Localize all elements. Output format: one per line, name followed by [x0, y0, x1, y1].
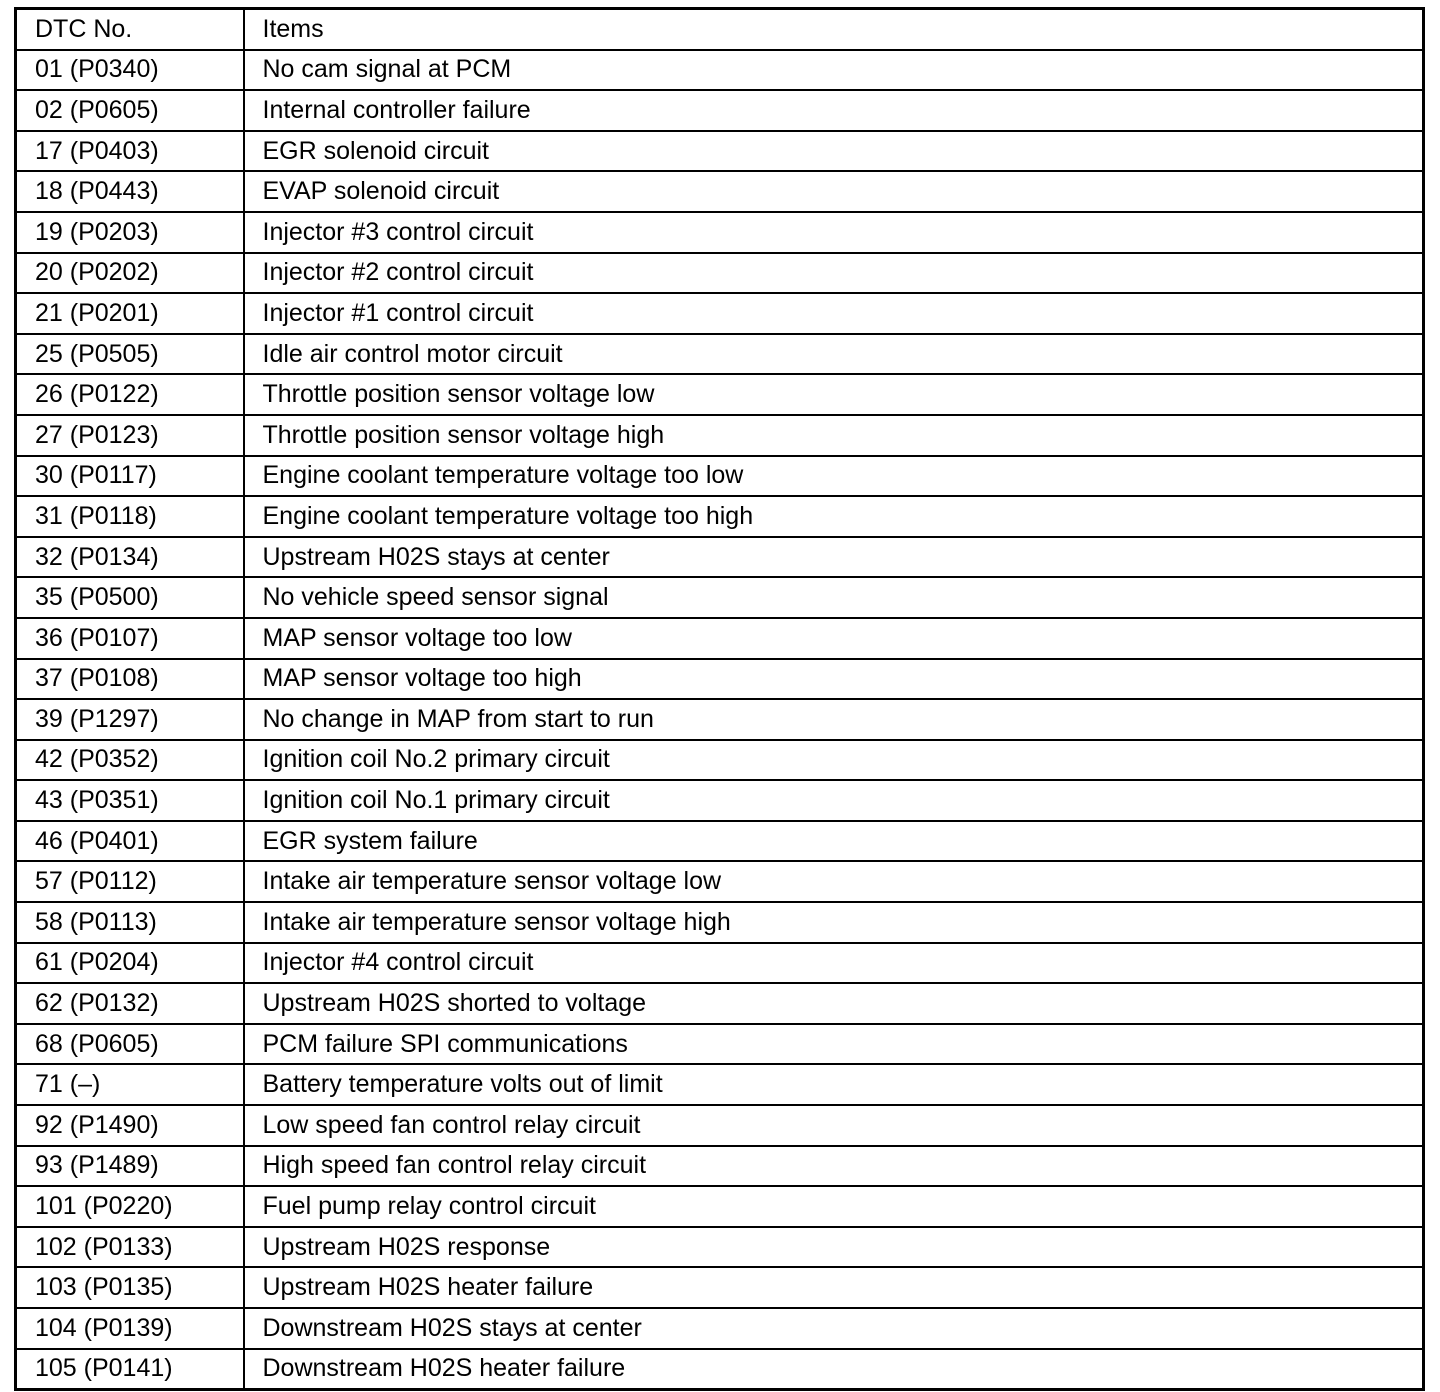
table-row: [16, 496, 1424, 537]
table-row: [16, 415, 1424, 456]
dtc-number-cell: 68 (P0605): [16, 1024, 244, 1065]
dtc-number-cell: 104 (P0139): [16, 1308, 244, 1349]
dtc-number-cell: 57 (P0112): [16, 861, 244, 902]
table-row: [16, 1146, 1424, 1187]
dtc-item-cell: Downstream H02S stays at center: [244, 1308, 1424, 1349]
table-row: [16, 1024, 1424, 1065]
dtc-item-cell: Upstream H02S response: [244, 1227, 1424, 1268]
dtc-item-cell: Engine coolant temperature voltage too low: [244, 456, 1424, 497]
dtc-number-cell: 42 (P0352): [16, 740, 244, 781]
dtc-item-cell: No vehicle speed sensor signal: [244, 577, 1424, 618]
dtc-number-cell: 02 (P0605): [16, 90, 244, 131]
dtc-number-cell: 103 (P0135): [16, 1267, 244, 1308]
dtc-table: [14, 7, 1425, 1391]
dtc-number-cell: 26 (P0122): [16, 374, 244, 415]
table-row: [16, 699, 1424, 740]
dtc-number-cell: 01 (P0340): [16, 50, 244, 91]
table-row: [16, 1227, 1424, 1268]
dtc-item-cell: Upstream H02S shorted to voltage: [244, 983, 1424, 1024]
table-row: [16, 537, 1424, 578]
dtc-document: [14, 7, 1425, 1384]
dtc-item-cell: Intake air temperature sensor voltage low: [244, 861, 1424, 902]
dtc-number-cell: 18 (P0443): [16, 171, 244, 212]
dtc-item-cell: Throttle position sensor voltage low: [244, 374, 1424, 415]
table-row: [16, 821, 1424, 862]
dtc-table-body: [16, 50, 1424, 1390]
dtc-item-cell: Upstream H02S heater failure: [244, 1267, 1424, 1308]
table-row: [16, 983, 1424, 1024]
table-row: [16, 90, 1424, 131]
dtc-number-cell: 39 (P1297): [16, 699, 244, 740]
dtc-number-cell: 58 (P0113): [16, 902, 244, 943]
dtc-table-header: [16, 9, 1424, 50]
table-row: [16, 293, 1424, 334]
dtc-item-cell: Fuel pump relay control circuit: [244, 1186, 1424, 1227]
table-row: [16, 1105, 1424, 1146]
dtc-item-cell: Engine coolant temperature voltage too high: [244, 496, 1424, 537]
table-row: [16, 618, 1424, 659]
dtc-item-cell: Ignition coil No.2 primary circuit: [244, 740, 1424, 781]
table-row: [16, 253, 1424, 294]
header-items: Items: [244, 9, 1424, 50]
table-row: [16, 740, 1424, 781]
dtc-item-cell: Intake air temperature sensor voltage high: [244, 902, 1424, 943]
dtc-number-cell: 101 (P0220): [16, 1186, 244, 1227]
dtc-number-cell: 30 (P0117): [16, 456, 244, 497]
table-row: [16, 374, 1424, 415]
dtc-item-cell: MAP sensor voltage too low: [244, 618, 1424, 659]
table-row: [16, 131, 1424, 172]
table-row: [16, 1186, 1424, 1227]
table-row: [16, 171, 1424, 212]
dtc-item-cell: Injector #4 control circuit: [244, 943, 1424, 984]
table-row: [16, 212, 1424, 253]
table-row: [16, 1064, 1424, 1105]
table-row: [16, 1267, 1424, 1308]
table-row: [16, 1308, 1424, 1349]
table-row: [16, 577, 1424, 618]
dtc-number-cell: 31 (P0118): [16, 496, 244, 537]
dtc-number-cell: 62 (P0132): [16, 983, 244, 1024]
dtc-number-cell: 35 (P0500): [16, 577, 244, 618]
table-row: [16, 1349, 1424, 1390]
dtc-number-cell: 102 (P0133): [16, 1227, 244, 1268]
dtc-number-cell: 21 (P0201): [16, 293, 244, 334]
header-dtc-no: DTC No.: [16, 9, 244, 50]
dtc-number-cell: 43 (P0351): [16, 780, 244, 821]
dtc-item-cell: PCM failure SPI communications: [244, 1024, 1424, 1065]
dtc-number-cell: 25 (P0505): [16, 334, 244, 375]
dtc-number-cell: 19 (P0203): [16, 212, 244, 253]
dtc-item-cell: Injector #2 control circuit: [244, 253, 1424, 294]
dtc-item-cell: High speed fan control relay circuit: [244, 1146, 1424, 1187]
dtc-number-cell: 46 (P0401): [16, 821, 244, 862]
dtc-item-cell: EGR system failure: [244, 821, 1424, 862]
dtc-item-cell: Injector #3 control circuit: [244, 212, 1424, 253]
dtc-number-cell: 92 (P1490): [16, 1105, 244, 1146]
dtc-number-cell: 93 (P1489): [16, 1146, 244, 1187]
dtc-number-cell: 36 (P0107): [16, 618, 244, 659]
dtc-number-cell: 71 (–): [16, 1064, 244, 1105]
table-row: [16, 861, 1424, 902]
header-row: [16, 9, 1424, 50]
dtc-item-cell: Battery temperature volts out of limit: [244, 1064, 1424, 1105]
dtc-number-cell: 61 (P0204): [16, 943, 244, 984]
dtc-number-cell: 105 (P0141): [16, 1349, 244, 1390]
dtc-item-cell: Low speed fan control relay circuit: [244, 1105, 1424, 1146]
table-row: [16, 50, 1424, 91]
dtc-item-cell: EVAP solenoid circuit: [244, 171, 1424, 212]
dtc-item-cell: No change in MAP from start to run: [244, 699, 1424, 740]
dtc-item-cell: No cam signal at PCM: [244, 50, 1424, 91]
table-row: [16, 334, 1424, 375]
table-row: [16, 902, 1424, 943]
dtc-number-cell: 32 (P0134): [16, 537, 244, 578]
dtc-number-cell: 37 (P0108): [16, 659, 244, 700]
table-row: [16, 780, 1424, 821]
dtc-item-cell: Throttle position sensor voltage high: [244, 415, 1424, 456]
dtc-number-cell: 20 (P0202): [16, 253, 244, 294]
dtc-number-cell: 27 (P0123): [16, 415, 244, 456]
dtc-item-cell: Injector #1 control circuit: [244, 293, 1424, 334]
dtc-item-cell: Internal controller failure: [244, 90, 1424, 131]
dtc-item-cell: EGR solenoid circuit: [244, 131, 1424, 172]
dtc-item-cell: Upstream H02S stays at center: [244, 537, 1424, 578]
dtc-number-cell: 17 (P0403): [16, 131, 244, 172]
table-row: [16, 659, 1424, 700]
dtc-item-cell: Ignition coil No.1 primary circuit: [244, 780, 1424, 821]
dtc-item-cell: Downstream H02S heater failure: [244, 1349, 1424, 1390]
table-row: [16, 943, 1424, 984]
table-row: [16, 456, 1424, 497]
dtc-item-cell: MAP sensor voltage too high: [244, 659, 1424, 700]
dtc-item-cell: Idle air control motor circuit: [244, 334, 1424, 375]
